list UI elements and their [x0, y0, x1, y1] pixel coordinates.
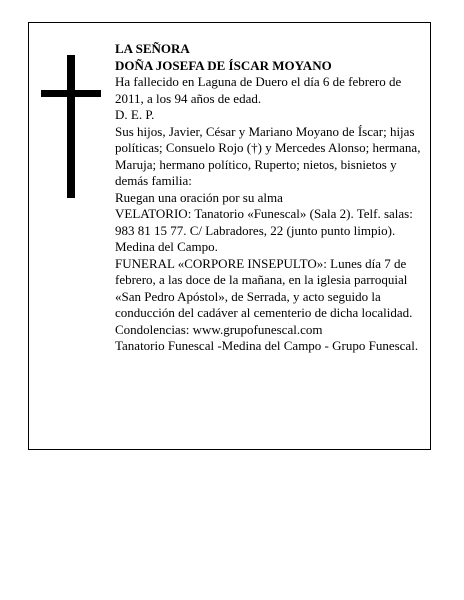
funeral-home-info: Tanatorio Funescal -Medina del Campo - Grupo Funescal. — [115, 338, 419, 353]
notice-body — [115, 41, 427, 355]
cross-horizontal-bar — [41, 90, 101, 97]
condolences-info: Condolencias: www.grupofunescal.com — [115, 321, 323, 337]
prayer-request: Ruegan una oración por su alma — [115, 189, 283, 205]
cross-icon — [41, 55, 101, 198]
notice-title-line1: LA SEÑORA — [115, 41, 190, 56]
death-info: Ha fallecido en Laguna de Duero el día 6 de febrero de 2011, a los 94 años de edad. — [115, 74, 402, 106]
obituary-notice — [28, 22, 431, 450]
wake-info: VELATORIO: Tanatorio «Funescal» (Sala 2). Telf. salas: 983 81 15 77. C/ Labradores, 22 (junto punto limpio). Medina del Campo. — [115, 206, 413, 254]
funeral-info: FUNERAL «CORPORE INSEPULTO»: Lunes día 7 de febrero, a las doce de la mañana, en la iglesia parroquial «San Pedro Apóstol», de Serrada, y acto seguido la conducción del cadáver al cementerio de dicha localidad. — [115, 255, 413, 320]
family-list: Sus hijos, Javier, César y Mariano Moyano de Íscar; hijas políticas; Consuelo Rojo (†) y Mercedes Alonso; hermana, Maruja; hermano político, Ruperto; nietos, bisnietos y demás familia: — [115, 123, 421, 188]
cross-vertical-bar — [67, 55, 75, 198]
rest-in-peace: D. E. P. — [115, 107, 155, 122]
notice-title-name: DOÑA JOSEFA DE ÍSCAR MOYANO — [115, 57, 332, 73]
